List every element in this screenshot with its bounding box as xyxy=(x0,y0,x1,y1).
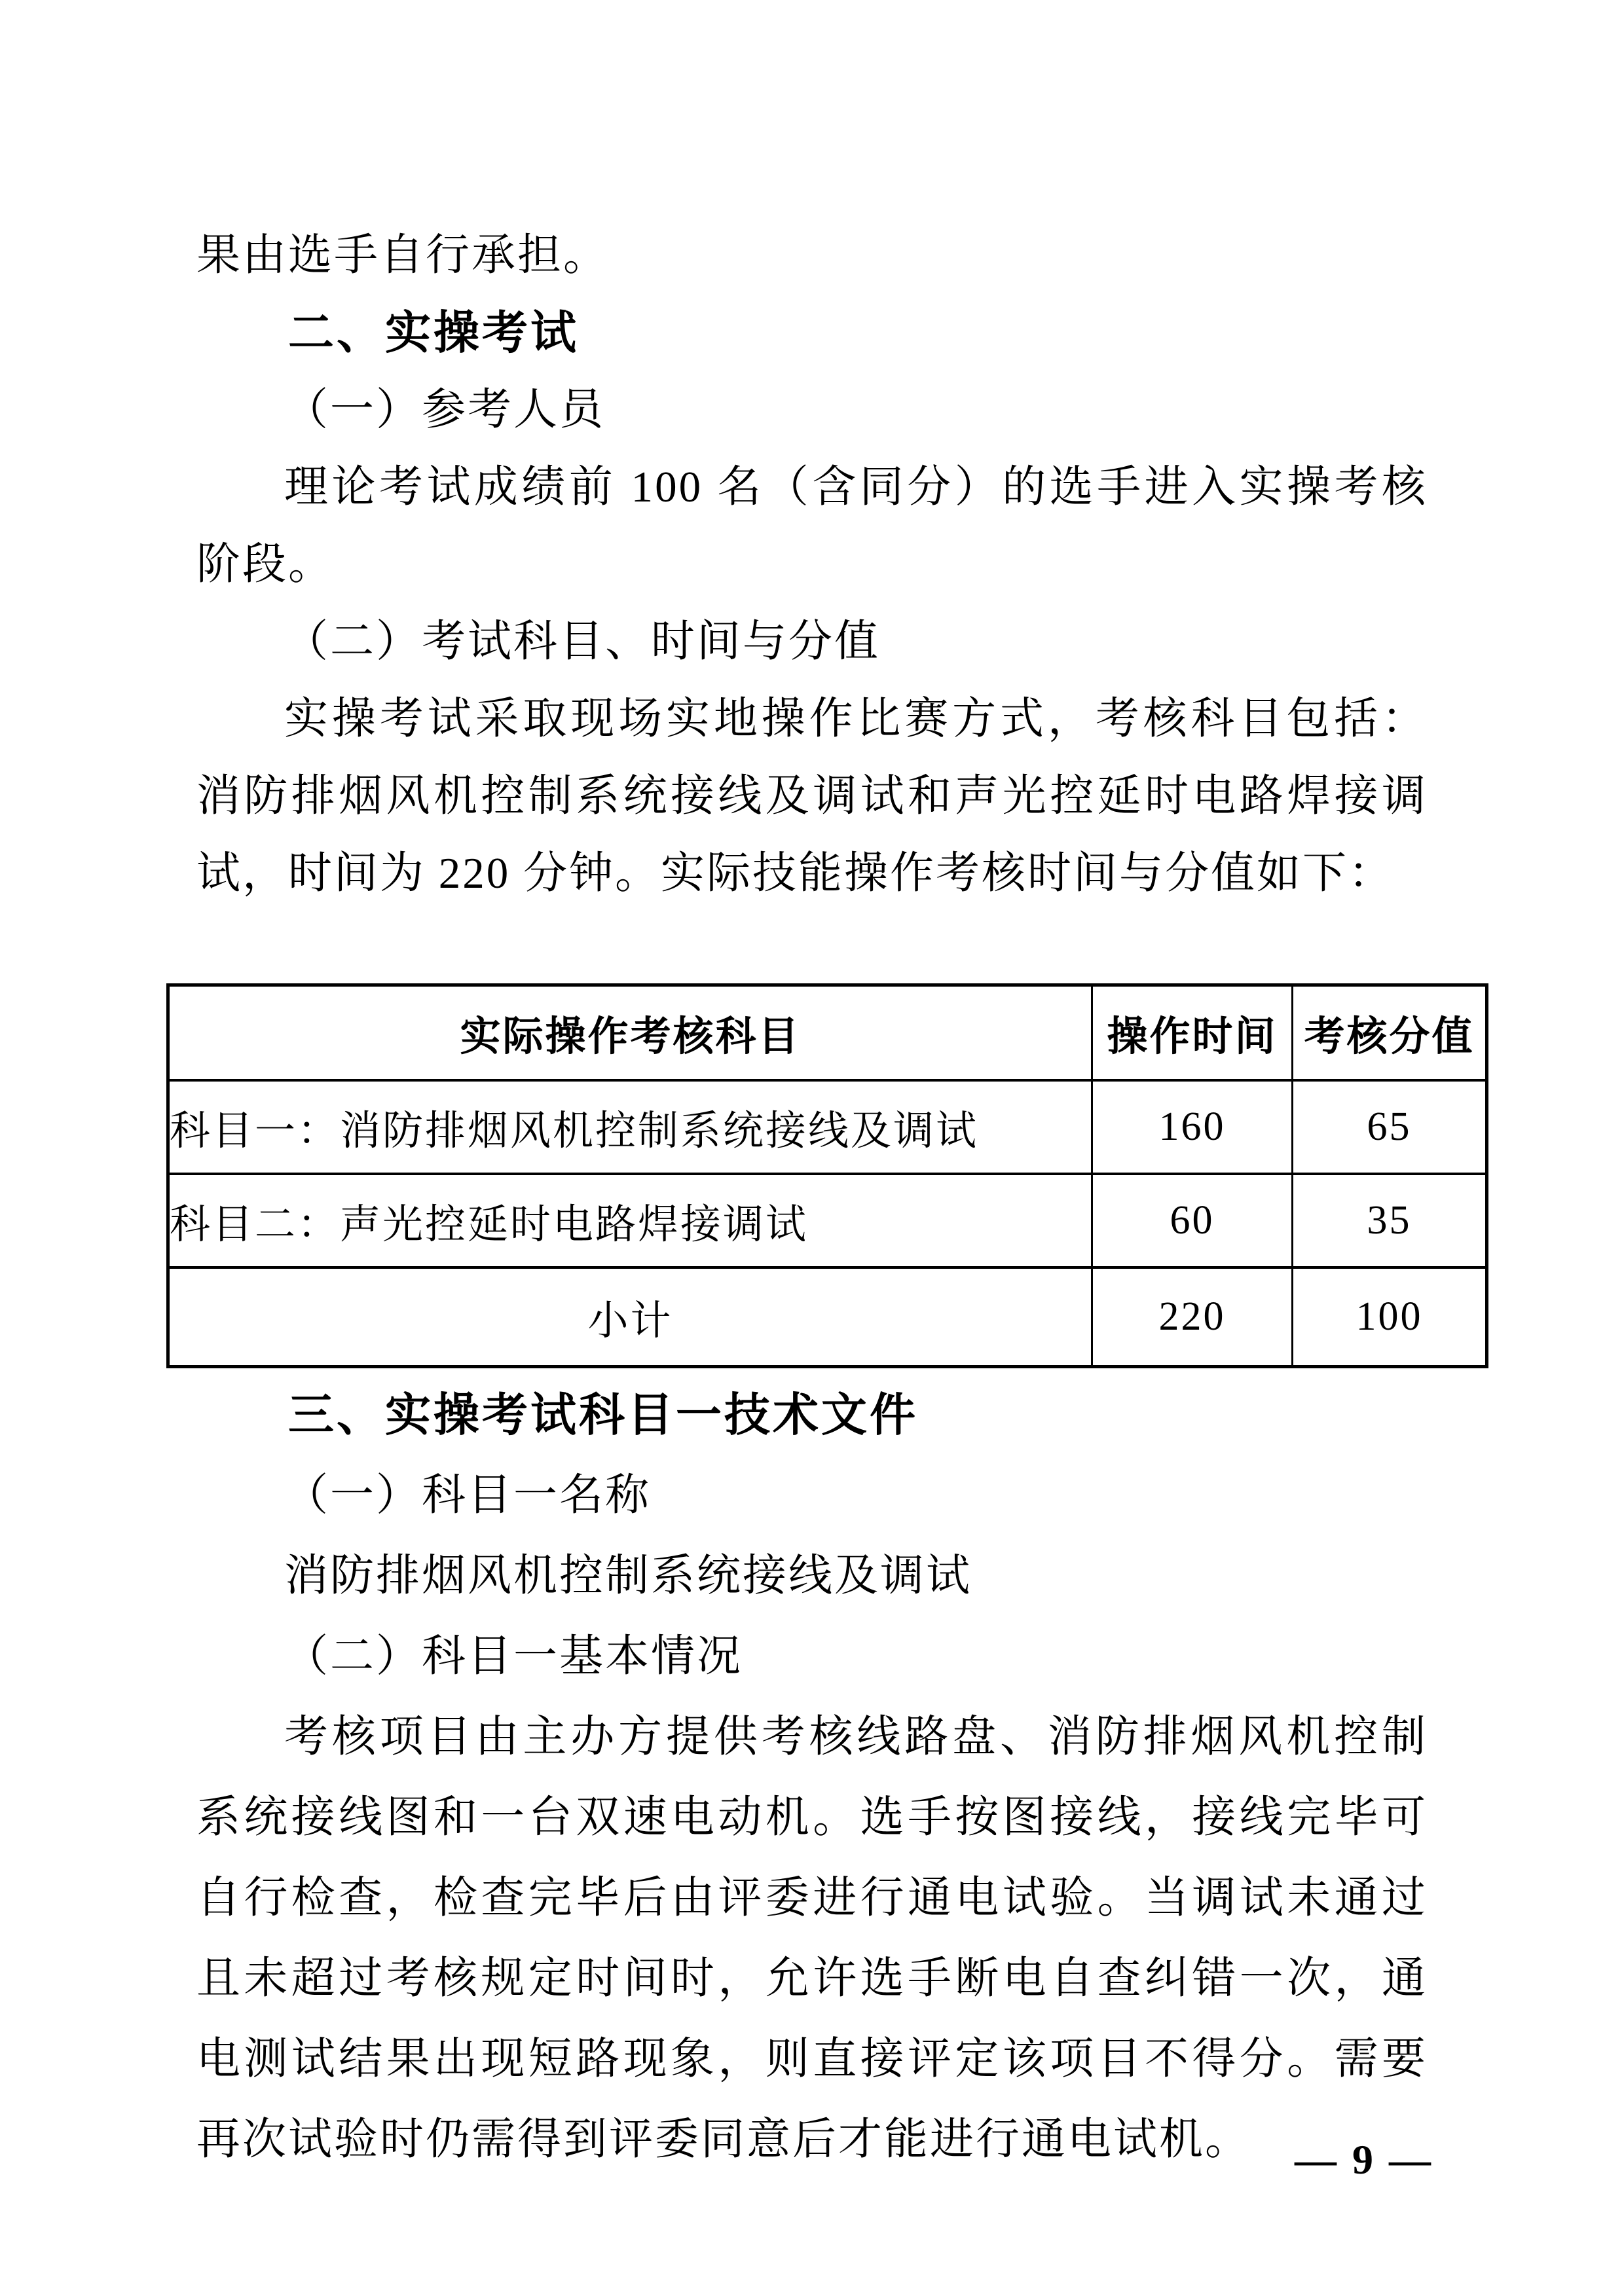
heading-section-3: 三、实操考试科目一技术文件 xyxy=(288,1389,918,1440)
paragraph-exam-overview: 实操考试采取现场实地操作比赛方式，考核科目包括：消防排烟风机控制系统接线及调试和声光控延时电路焊接调试，时间为 220 分钟。实际技能操作考核时间与分值如下： xyxy=(196,695,1428,898)
subject2-cell: 科目二：声光控延时电路焊接调试 xyxy=(168,1174,1092,1267)
subject1-time-cell: 160 xyxy=(1092,1080,1293,1174)
page-number: — 9 — xyxy=(1295,2136,1433,2183)
paragraph-carryover: 果由选手自行承担。 xyxy=(196,231,609,280)
subject1-score-cell: 65 xyxy=(1293,1080,1487,1174)
paragraph-subject1-details: 考核项目由主办方提供考核线路盘、消防排烟风机控制系统接线图和一台双速电动机。选手按图接线，接线完毕可自行检查，检查完毕后由评委进行通电试验。当调试未通过且未超过考核规定时间时，允许选手断电自查纠错一次，通电测试结果出现短路现象，则直接评定该项目不得分。需要再次试验时仍需得到评委同意后才能进行通电试机。 xyxy=(196,1713,1428,2164)
subject2-time-cell: 60 xyxy=(1092,1174,1293,1267)
subheading-3-2-subject1-basics: （二）科目一基本情况 xyxy=(284,1632,743,1681)
heading-section-2: 二、实操考试 xyxy=(288,307,579,358)
exam-schedule-table xyxy=(166,983,1485,1368)
table-header-score: 考核分值 xyxy=(1293,985,1487,1081)
table-header-time: 操作时间 xyxy=(1092,985,1293,1081)
paragraph-subject1-name: 消防排烟风机控制系统接线及调试 xyxy=(284,1552,972,1600)
subheading-2-2-subjects-time-score: （二）考试科目、时间与分值 xyxy=(284,617,880,666)
section-3 xyxy=(196,1375,1428,2180)
table-row-subject2 xyxy=(168,1174,1487,1267)
paragraph-participants: 理论考试成绩前 100 名（含同分）的选手进入实操考核阶段。 xyxy=(196,463,1428,589)
subheading-2-1-participants: （一）参考人员 xyxy=(284,386,605,434)
table-header-subject: 实际操作考核科目 xyxy=(168,985,1092,1081)
table-header-row xyxy=(168,985,1487,1081)
table-row-subtotal xyxy=(168,1267,1487,1367)
subject2-score-cell: 35 xyxy=(1293,1174,1487,1267)
subheading-3-1-subject1-name: （一）科目一名称 xyxy=(284,1471,651,1520)
subtotal-score-cell: 100 xyxy=(1293,1267,1487,1367)
subtotal-label-cell: 小计 xyxy=(168,1267,1092,1367)
subject1-cell: 科目一：消防排烟风机控制系统接线及调试 xyxy=(168,1080,1092,1174)
table-row-subject1 xyxy=(168,1080,1487,1174)
subtotal-time-cell: 220 xyxy=(1092,1267,1293,1367)
